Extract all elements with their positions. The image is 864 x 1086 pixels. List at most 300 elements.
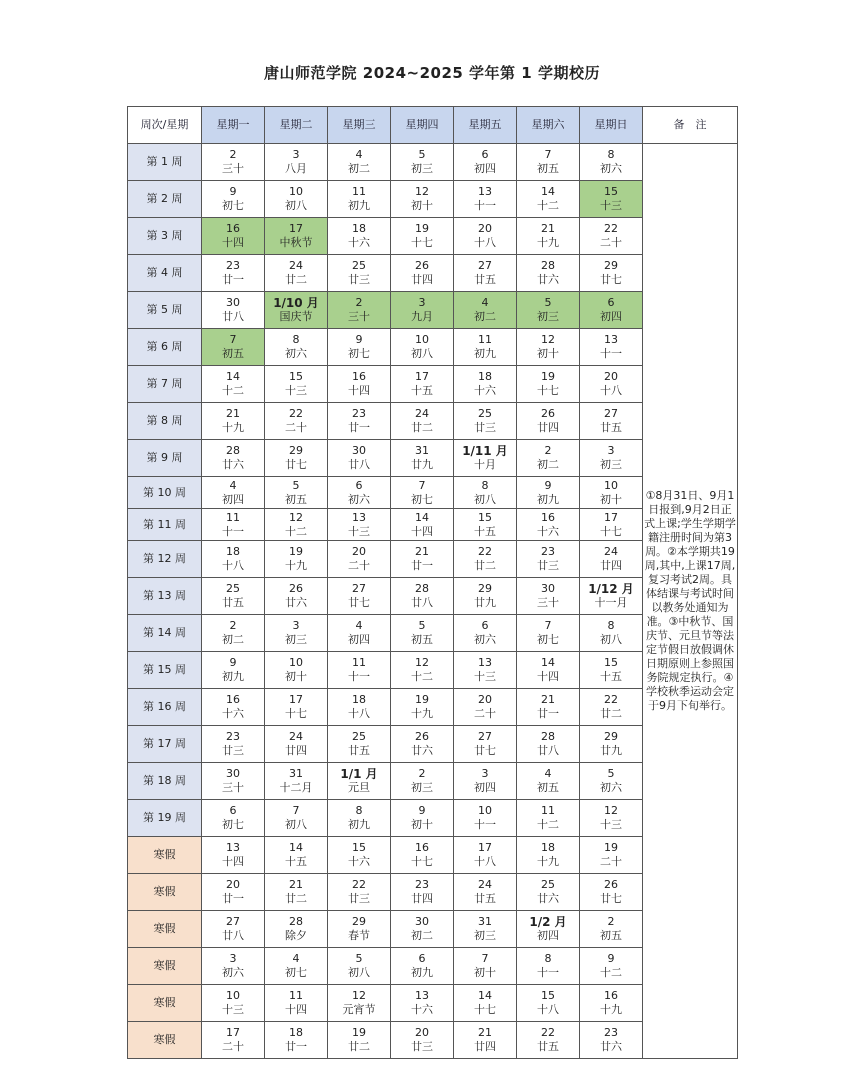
day-cell	[580, 911, 643, 948]
lunar-date: 廿二	[411, 421, 433, 434]
lunar-date: 十三	[285, 384, 307, 397]
day-number: 28	[541, 259, 555, 272]
lunar-date: 十三	[474, 670, 496, 683]
day-number: 1/12 月	[588, 582, 634, 596]
day-cell	[454, 578, 517, 615]
day-number: 16	[226, 222, 240, 235]
day-cell	[580, 800, 643, 837]
school-calendar-table	[127, 106, 738, 1059]
lunar-date: 三十	[222, 162, 244, 175]
week-label: 第 3 周	[128, 218, 202, 255]
day-cell	[517, 837, 580, 874]
lunar-date: 初四	[222, 492, 244, 506]
lunar-date: 初七	[285, 966, 307, 979]
day-cell	[202, 615, 265, 652]
day-cell	[391, 1022, 454, 1059]
day-number: 9	[229, 656, 237, 669]
day-number: 14	[541, 185, 555, 198]
day-cell	[580, 181, 643, 218]
lunar-date: 初三	[474, 929, 496, 942]
day-cell	[517, 541, 580, 578]
day-cell	[328, 218, 391, 255]
day-cell	[328, 726, 391, 763]
day-cell	[580, 218, 643, 255]
header-row	[128, 107, 738, 144]
day-cell	[454, 218, 517, 255]
lunar-date: 廿九	[600, 744, 622, 757]
week-label: 寒假	[128, 837, 202, 874]
notes-cell: ①8月31日、9月1日报到,9月2日正式上课;学生学期学籍注册时间为第3周。②本学期共19周,其中,上课17周,复习考试2周。具体结课与考试时间以教务处通知为准。③中秋节、国庆节、元旦节等法定节假日放假调休日期原则上参照国务院规定执行。④学校秋季运动会定于9月下旬举行。	[643, 144, 738, 1059]
lunar-date: 初九	[537, 492, 559, 506]
day-number: 28	[541, 730, 555, 743]
day-cell	[580, 541, 643, 578]
lunar-date: 初十	[285, 670, 307, 683]
day-cell	[328, 615, 391, 652]
lunar-date: 元宵节	[342, 1003, 376, 1016]
lunar-date: 初三	[411, 781, 433, 794]
day-cell	[202, 1022, 265, 1059]
day-cell	[265, 578, 328, 615]
day-cell	[517, 366, 580, 403]
day-cell	[265, 874, 328, 911]
day-number: 6	[481, 148, 489, 161]
day-cell	[517, 652, 580, 689]
day-cell	[328, 800, 391, 837]
day-cell	[580, 652, 643, 689]
lunar-date: 初五	[222, 347, 244, 360]
day-number: 9	[544, 478, 552, 492]
lunar-date: 十九	[285, 559, 307, 572]
day-cell	[580, 477, 643, 509]
week-label: 寒假	[128, 911, 202, 948]
lunar-date: 廿四	[474, 1040, 496, 1053]
week-row	[128, 144, 738, 181]
day-number: 13	[478, 656, 492, 669]
lunar-date: 十六	[474, 384, 496, 397]
day-cell	[454, 440, 517, 477]
day-number: 4	[355, 148, 363, 161]
lunar-date: 十五	[285, 855, 307, 868]
day-cell	[391, 874, 454, 911]
day-number: 3	[229, 952, 237, 965]
day-number: 28	[226, 444, 240, 457]
lunar-date: 十一	[474, 818, 496, 831]
day-cell	[391, 578, 454, 615]
lunar-date: 廿八	[222, 929, 244, 942]
header-notes: 备 注	[643, 107, 738, 144]
day-cell	[202, 366, 265, 403]
day-cell	[517, 763, 580, 800]
lunar-date: 十二	[537, 818, 559, 831]
lunar-date: 十一	[537, 966, 559, 979]
lunar-date: 十九	[600, 1003, 622, 1016]
day-cell	[517, 726, 580, 763]
day-number: 21	[478, 1026, 492, 1039]
lunar-date: 十七	[285, 707, 307, 720]
day-cell	[517, 948, 580, 985]
day-number: 11	[478, 333, 492, 346]
lunar-date: 春节	[348, 929, 370, 942]
day-number: 5	[292, 478, 300, 492]
day-cell	[580, 985, 643, 1022]
lunar-date: 初七	[222, 199, 244, 212]
day-cell	[580, 1022, 643, 1059]
lunar-date: 廿三	[348, 892, 370, 905]
header-week: 周次/星期	[128, 107, 202, 144]
day-cell	[328, 477, 391, 509]
day-number: 30	[352, 444, 366, 457]
lunar-date: 廿五	[600, 421, 622, 434]
day-number: 24	[415, 407, 429, 420]
day-cell	[202, 726, 265, 763]
lunar-date: 初三	[537, 310, 559, 323]
lunar-date: 十三	[222, 1003, 244, 1016]
calendar-title: 唐山师范学院 2024~2025 学年第 1 学期校历	[264, 64, 600, 82]
day-cell	[265, 985, 328, 1022]
day-cell	[328, 578, 391, 615]
day-cell	[580, 440, 643, 477]
day-number: 29	[289, 444, 303, 457]
lunar-date: 廿六	[411, 744, 433, 757]
day-number: 7	[418, 478, 426, 492]
day-number: 8	[607, 148, 615, 161]
lunar-date: 廿五	[474, 273, 496, 286]
day-number: 8	[292, 333, 300, 346]
lunar-date: 廿四	[285, 744, 307, 757]
day-cell	[265, 144, 328, 181]
day-cell	[580, 292, 643, 329]
day-cell	[328, 911, 391, 948]
day-number: 22	[541, 1026, 555, 1039]
lunar-date: 廿七	[348, 596, 370, 609]
day-number: 14	[478, 989, 492, 1002]
day-number: 20	[415, 1026, 429, 1039]
day-number: 8	[544, 952, 552, 965]
lunar-date: 十七	[537, 384, 559, 397]
week-label: 第 19 周	[128, 800, 202, 837]
lunar-date: 廿八	[411, 596, 433, 609]
lunar-date: 初三	[411, 162, 433, 175]
lunar-date: 十二	[222, 384, 244, 397]
lunar-date: 初四	[600, 310, 622, 323]
day-cell	[265, 726, 328, 763]
day-cell	[391, 366, 454, 403]
lunar-date: 廿四	[537, 421, 559, 434]
lunar-date: 十八	[537, 1003, 559, 1016]
day-cell	[202, 837, 265, 874]
day-number: 18	[352, 693, 366, 706]
day-cell	[517, 329, 580, 366]
day-number: 28	[289, 915, 303, 928]
day-cell	[265, 366, 328, 403]
lunar-date: 廿六	[600, 1040, 622, 1053]
lunar-date: 廿九	[411, 458, 433, 471]
lunar-date: 二十	[600, 236, 622, 249]
day-cell	[265, 477, 328, 509]
lunar-date: 十一	[348, 670, 370, 683]
day-number: 12	[415, 656, 429, 669]
day-number: 15	[289, 370, 303, 383]
day-cell	[265, 615, 328, 652]
day-cell	[265, 440, 328, 477]
day-cell	[202, 578, 265, 615]
day-number: 20	[604, 370, 618, 383]
day-number: 14	[289, 841, 303, 854]
lunar-date: 初七	[222, 818, 244, 831]
day-number: 25	[541, 878, 555, 891]
lunar-date: 十八	[348, 707, 370, 720]
day-number: 21	[415, 545, 429, 558]
day-cell	[202, 292, 265, 329]
week-label: 第 5 周	[128, 292, 202, 329]
day-cell	[391, 615, 454, 652]
day-cell	[202, 255, 265, 292]
day-cell	[517, 689, 580, 726]
lunar-date: 初十	[537, 347, 559, 360]
day-cell	[580, 144, 643, 181]
week-label: 第 2 周	[128, 181, 202, 218]
lunar-date: 初五	[411, 633, 433, 646]
day-number: 1/11 月	[462, 444, 508, 458]
day-number: 29	[352, 915, 366, 928]
day-cell	[391, 726, 454, 763]
day-number: 23	[415, 878, 429, 891]
day-number: 13	[226, 841, 240, 854]
lunar-date: 三十	[222, 781, 244, 794]
lunar-date: 初七	[348, 347, 370, 360]
day-number: 2	[544, 444, 552, 457]
day-cell	[328, 541, 391, 578]
lunar-date: 初八	[411, 347, 433, 360]
day-cell	[454, 1022, 517, 1059]
day-number: 6	[355, 478, 363, 492]
lunar-date: 初三	[600, 458, 622, 471]
lunar-date: 初七	[537, 633, 559, 646]
day-number: 30	[226, 767, 240, 780]
day-cell	[391, 689, 454, 726]
day-cell	[202, 440, 265, 477]
day-cell	[328, 144, 391, 181]
lunar-date: 元旦	[348, 781, 370, 794]
day-cell	[454, 403, 517, 440]
day-cell	[202, 652, 265, 689]
day-number: 31	[415, 444, 429, 457]
day-number: 9	[229, 185, 237, 198]
lunar-date: 廿六	[537, 892, 559, 905]
day-number: 21	[226, 407, 240, 420]
day-number: 21	[541, 222, 555, 235]
day-cell	[391, 477, 454, 509]
day-number: 12	[289, 510, 303, 524]
day-cell	[391, 440, 454, 477]
day-number: 17	[478, 841, 492, 854]
lunar-date: 初八	[348, 966, 370, 979]
day-cell	[265, 292, 328, 329]
day-number: 17	[604, 510, 618, 524]
day-number: 18	[478, 370, 492, 383]
day-number: 15	[604, 656, 618, 669]
lunar-date: 十八	[474, 236, 496, 249]
day-number: 8	[355, 804, 363, 817]
day-number: 30	[541, 582, 555, 595]
lunar-date: 十七	[474, 1003, 496, 1016]
day-number: 27	[478, 730, 492, 743]
day-cell	[454, 726, 517, 763]
day-number: 8	[607, 619, 615, 632]
lunar-date: 廿四	[600, 559, 622, 572]
week-label: 第 17 周	[128, 726, 202, 763]
day-number: 25	[352, 730, 366, 743]
day-cell	[454, 292, 517, 329]
day-cell	[517, 255, 580, 292]
day-number: 1/2 月	[529, 915, 567, 929]
lunar-date: 十月	[474, 458, 496, 471]
day-number: 27	[352, 582, 366, 595]
day-number: 11	[289, 989, 303, 1002]
day-number: 25	[478, 407, 492, 420]
day-cell	[265, 763, 328, 800]
lunar-date: 廿七	[285, 458, 307, 471]
lunar-date: 初九	[474, 347, 496, 360]
day-cell	[265, 541, 328, 578]
day-number: 2	[607, 915, 615, 928]
lunar-date: 初四	[537, 929, 559, 942]
day-cell	[202, 800, 265, 837]
lunar-date: 十三	[600, 818, 622, 831]
day-cell	[328, 763, 391, 800]
day-number: 23	[541, 545, 555, 558]
day-cell	[265, 689, 328, 726]
lunar-date: 初五	[537, 781, 559, 794]
lunar-date: 十四	[222, 236, 244, 249]
day-cell	[391, 541, 454, 578]
day-cell	[202, 403, 265, 440]
lunar-date: 廿三	[348, 273, 370, 286]
day-cell	[202, 181, 265, 218]
week-label: 第 14 周	[128, 615, 202, 652]
day-number: 30	[415, 915, 429, 928]
day-number: 19	[415, 693, 429, 706]
day-cell	[517, 985, 580, 1022]
header-wednesday: 星期三	[328, 107, 391, 144]
lunar-date: 初四	[474, 781, 496, 794]
day-number: 18	[541, 841, 555, 854]
lunar-date: 十六	[348, 236, 370, 249]
day-cell	[454, 837, 517, 874]
lunar-date: 十八	[222, 559, 244, 572]
day-cell	[328, 329, 391, 366]
lunar-date: 廿七	[474, 744, 496, 757]
day-cell	[265, 403, 328, 440]
day-cell	[202, 874, 265, 911]
lunar-date: 廿八	[222, 310, 244, 323]
day-cell	[328, 366, 391, 403]
header-saturday: 星期六	[517, 107, 580, 144]
day-cell	[517, 800, 580, 837]
day-number: 18	[226, 545, 240, 558]
lunar-date: 十一	[474, 199, 496, 212]
lunar-date: 十七	[411, 855, 433, 868]
lunar-date: 廿三	[474, 421, 496, 434]
lunar-date: 初六	[600, 162, 622, 175]
lunar-date: 廿一	[222, 273, 244, 286]
day-number: 15	[604, 185, 618, 198]
day-number: 19	[415, 222, 429, 235]
day-number: 4	[355, 619, 363, 632]
day-number: 27	[478, 259, 492, 272]
day-number: 6	[481, 619, 489, 632]
lunar-date: 廿五	[348, 744, 370, 757]
day-cell	[391, 800, 454, 837]
lunar-date: 十六	[537, 524, 559, 538]
day-number: 28	[415, 582, 429, 595]
lunar-date: 初二	[474, 310, 496, 323]
day-number: 26	[289, 582, 303, 595]
day-number: 22	[478, 545, 492, 558]
day-cell	[328, 1022, 391, 1059]
lunar-date: 十四	[285, 1003, 307, 1016]
day-cell	[391, 329, 454, 366]
week-label: 寒假	[128, 874, 202, 911]
day-number: 10	[478, 804, 492, 817]
lunar-date: 初九	[348, 818, 370, 831]
week-label: 第 9 周	[128, 440, 202, 477]
lunar-date: 初十	[411, 818, 433, 831]
day-cell	[454, 144, 517, 181]
day-number: 19	[541, 370, 555, 383]
day-cell	[454, 911, 517, 948]
day-number: 23	[604, 1026, 618, 1039]
day-cell	[328, 689, 391, 726]
lunar-date: 廿六	[285, 596, 307, 609]
day-number: 24	[604, 545, 618, 558]
day-cell	[580, 948, 643, 985]
week-label: 寒假	[128, 1022, 202, 1059]
day-number: 18	[352, 222, 366, 235]
day-number: 18	[289, 1026, 303, 1039]
lunar-date: 十二	[411, 670, 433, 683]
lunar-date: 三十	[537, 596, 559, 609]
day-number: 13	[352, 510, 366, 524]
lunar-date: 十七	[411, 236, 433, 249]
day-cell	[454, 985, 517, 1022]
lunar-date: 廿二	[474, 559, 496, 572]
day-number: 6	[229, 804, 237, 817]
lunar-date: 八月	[285, 162, 307, 175]
lunar-date: 廿一	[285, 1040, 307, 1053]
day-cell	[517, 1022, 580, 1059]
day-cell	[391, 181, 454, 218]
lunar-date: 初五	[600, 929, 622, 942]
day-cell	[391, 218, 454, 255]
day-number: 19	[352, 1026, 366, 1039]
day-number: 14	[541, 656, 555, 669]
day-cell	[580, 726, 643, 763]
day-cell	[202, 689, 265, 726]
lunar-date: 廿一	[537, 707, 559, 720]
lunar-date: 十七	[600, 524, 622, 538]
week-label: 第 15 周	[128, 652, 202, 689]
day-cell	[391, 403, 454, 440]
day-cell	[202, 509, 265, 541]
day-number: 16	[541, 510, 555, 524]
day-cell	[391, 948, 454, 985]
day-cell	[202, 329, 265, 366]
lunar-date: 初九	[411, 966, 433, 979]
day-number: 17	[415, 370, 429, 383]
day-number: 6	[607, 296, 615, 309]
day-number: 15	[352, 841, 366, 854]
